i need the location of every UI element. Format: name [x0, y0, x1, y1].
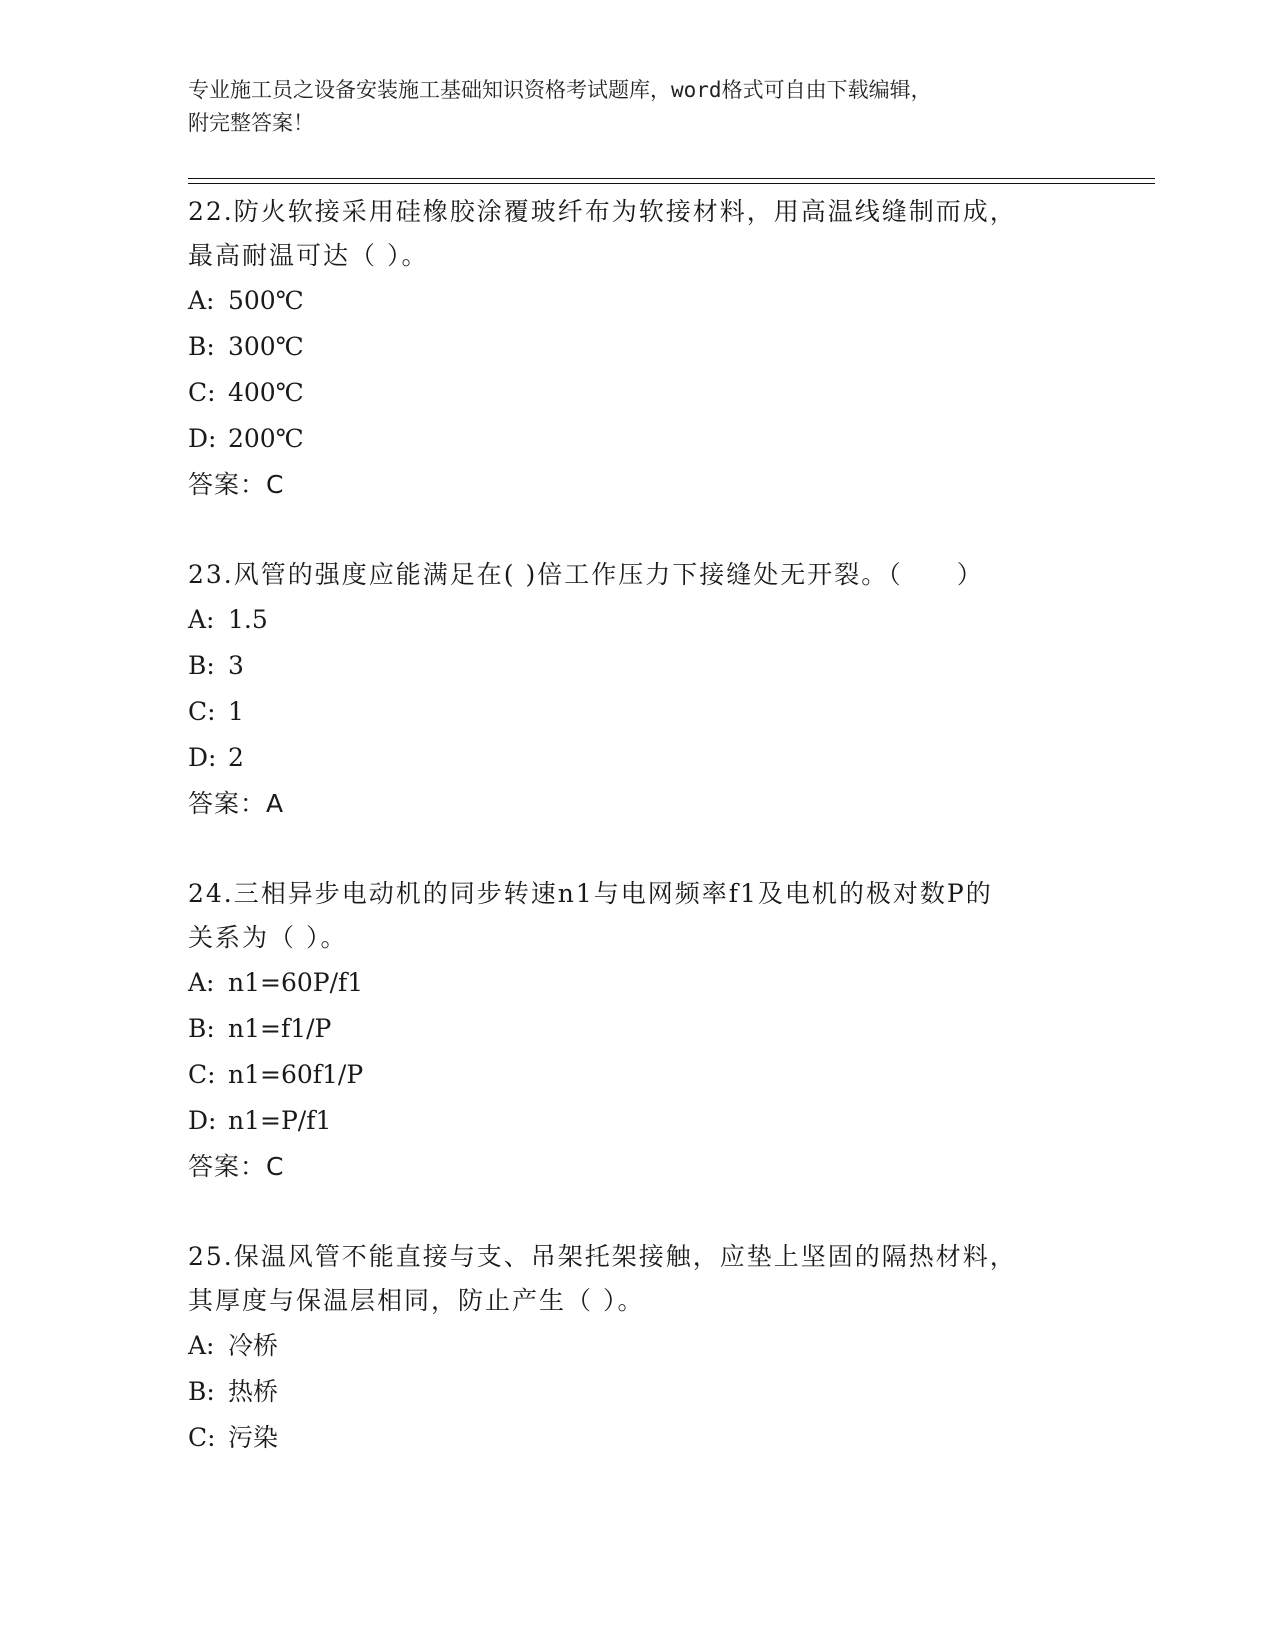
- option-letter: A:: [188, 1331, 215, 1360]
- option-d: [188, 416, 1088, 462]
- option-letter: B:: [188, 1014, 215, 1043]
- option-a: [188, 597, 1088, 643]
- option-letter: A:: [188, 286, 215, 315]
- option-letter: D:: [188, 424, 217, 453]
- question-text-line: 24.三相异步电动机的同步转速n1与电网频率f1及电机的极对数P的: [188, 879, 993, 908]
- option-text: 200℃: [228, 424, 304, 453]
- option-d: [188, 1098, 1088, 1144]
- header-line-1: 专业施工员之设备安装施工基础知识资格考试题库，word格式可自由下载编辑，: [188, 78, 932, 102]
- option-text: 热桥: [228, 1377, 279, 1406]
- option-b: [188, 1006, 1088, 1052]
- option-text: n1=f1/P: [228, 1014, 332, 1043]
- option-letter: D:: [188, 743, 217, 772]
- option-text: n1=P/f1: [228, 1106, 332, 1135]
- option-b: [188, 643, 1088, 689]
- option-letter: B:: [188, 1377, 215, 1406]
- question-text-line: 22.防火软接采用硅橡胶涂覆玻纤布为软接材料，用高温线缝制而成，: [188, 197, 1017, 226]
- option-letter: C:: [188, 697, 216, 726]
- option-letter: A:: [188, 605, 215, 634]
- option-a: [188, 1323, 1088, 1369]
- option-a: [188, 278, 1088, 324]
- option-c: [188, 1052, 1088, 1098]
- option-d: [188, 735, 1088, 781]
- option-letter: A:: [188, 968, 215, 997]
- answer-label: 答案：C: [188, 1152, 285, 1181]
- option-text: 3: [228, 651, 244, 680]
- option-text: 污染: [228, 1423, 279, 1452]
- header-divider-top: [188, 178, 1155, 179]
- question-list: [188, 190, 1088, 1461]
- document-header: [188, 74, 1088, 140]
- option-text: 1.5: [228, 605, 268, 634]
- option-letter: C:: [188, 1060, 216, 1089]
- answer-label: 答案：A: [188, 789, 285, 818]
- question-23: [188, 553, 1088, 827]
- option-letter: B:: [188, 651, 215, 680]
- option-text: n1=60P/f1: [228, 968, 364, 997]
- option-text: 1: [228, 697, 244, 726]
- answer-label: 答案：C: [188, 470, 285, 499]
- question-text-line: 最高耐温可达（ ）。: [188, 241, 429, 270]
- option-b: [188, 1369, 1088, 1415]
- question-22: [188, 190, 1088, 508]
- option-text: 500℃: [228, 286, 304, 315]
- option-letter: C:: [188, 1423, 216, 1452]
- option-text: 300℃: [228, 332, 304, 361]
- question-text-line: 23.风管的强度应能满足在( )倍工作压力下接缝处无开裂。（ ）: [188, 560, 984, 589]
- option-text: 2: [228, 743, 244, 772]
- option-text: n1=60f1/P: [228, 1060, 364, 1089]
- header-line-2: 附完整答案！: [188, 111, 314, 135]
- question-text-line: 其厚度与保温层相同，防止产生（ ）。: [188, 1286, 645, 1315]
- question-25: [188, 1235, 1088, 1461]
- option-c: [188, 370, 1088, 416]
- option-c: [188, 689, 1088, 735]
- option-text: 400℃: [228, 378, 304, 407]
- question-24: [188, 872, 1088, 1190]
- option-a: [188, 960, 1088, 1006]
- option-text: 冷桥: [228, 1331, 279, 1360]
- question-text-line: 25.保温风管不能直接与支、吊架托架接触，应垫上坚固的隔热材料，: [188, 1242, 1017, 1271]
- option-c: [188, 1415, 1088, 1461]
- option-letter: C:: [188, 378, 216, 407]
- header-divider-bottom: [188, 183, 1155, 184]
- option-letter: D:: [188, 1106, 217, 1135]
- question-text-line: 关系为（ ）。: [188, 923, 348, 952]
- option-letter: B:: [188, 332, 215, 361]
- option-b: [188, 324, 1088, 370]
